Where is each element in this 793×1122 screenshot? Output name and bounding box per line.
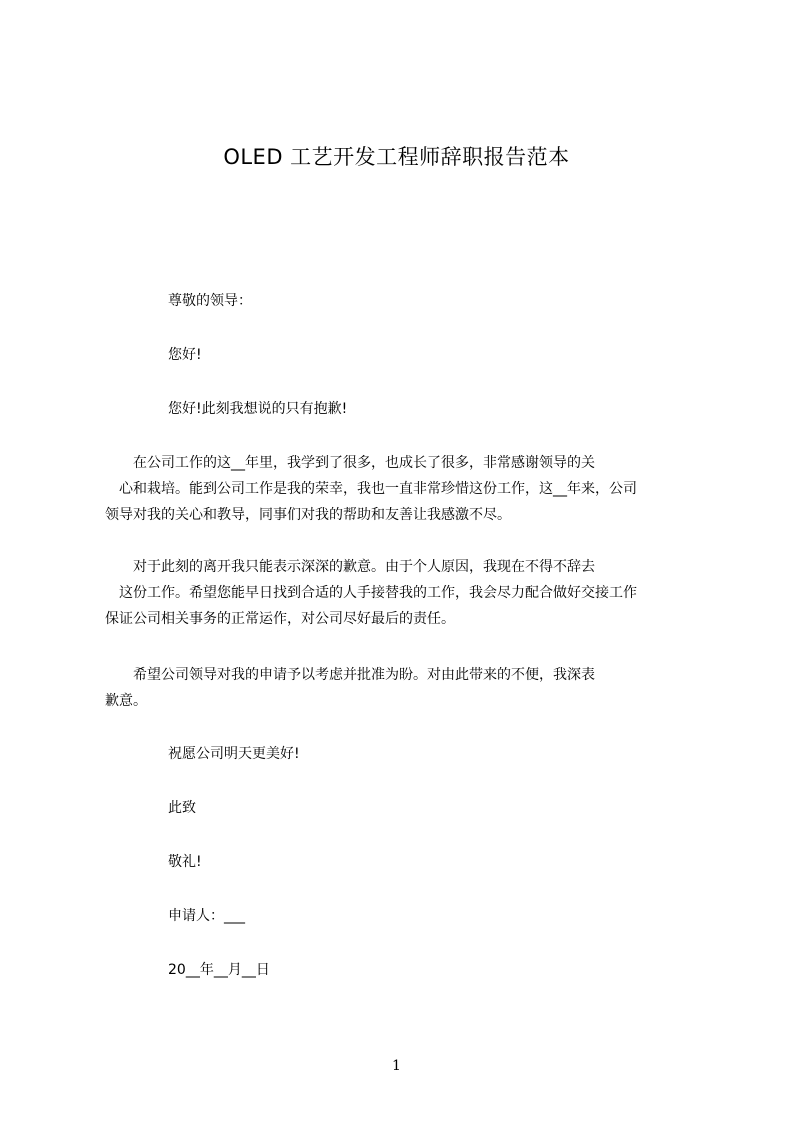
apology-line: 您好!此刻我想说的只有抱歉!	[168, 401, 348, 417]
paragraph-request	[105, 662, 701, 714]
paragraph-line: 保证公司相关事务的正常运作，对公司尽好最后的责任。	[105, 611, 455, 627]
salutation: 尊敬的领导：	[168, 293, 252, 309]
document-title: OLED 工艺开发工程师辞职报告范本	[223, 145, 570, 169]
paragraph-line: 心和栽培。能到公司工作是我的荣幸，我也一直非常珍惜这份工作，这__年来，公司	[105, 481, 637, 497]
paragraph-line: 歉意。	[105, 693, 147, 709]
applicant-line: 申请人：___	[168, 908, 245, 924]
wishes-line: 祝愿公司明天更美好!	[168, 746, 300, 762]
paragraph-line: 在公司工作的这__年里，我学到了很多，也成长了很多，非常感谢领导的关	[105, 455, 595, 471]
date-line: 20__年__月__日	[168, 962, 270, 978]
paragraph-reason	[105, 554, 701, 632]
closing-line-2: 敬礼!	[168, 854, 202, 870]
paragraph-gratitude	[105, 450, 701, 528]
paragraph-line: 这份工作。希望您能早日找到合适的人手接替我的工作，我会尽力配合做好交接工作	[105, 585, 637, 601]
paragraph-line: 领导对我的关心和教导，同事们对我的帮助和友善让我感激不尽。	[105, 507, 511, 523]
page-number: 1	[392, 1058, 401, 1074]
paragraph-line: 希望公司领导对我的申请予以考虑并批准为盼。对由此带来的不便，我深表	[105, 667, 595, 683]
paragraph-line: 对于此刻的离开我只能表示深深的歉意。由于个人原因，我现在不得不辞去	[105, 559, 595, 575]
closing-line-1: 此致	[168, 800, 196, 816]
greeting: 您好!	[168, 347, 202, 363]
